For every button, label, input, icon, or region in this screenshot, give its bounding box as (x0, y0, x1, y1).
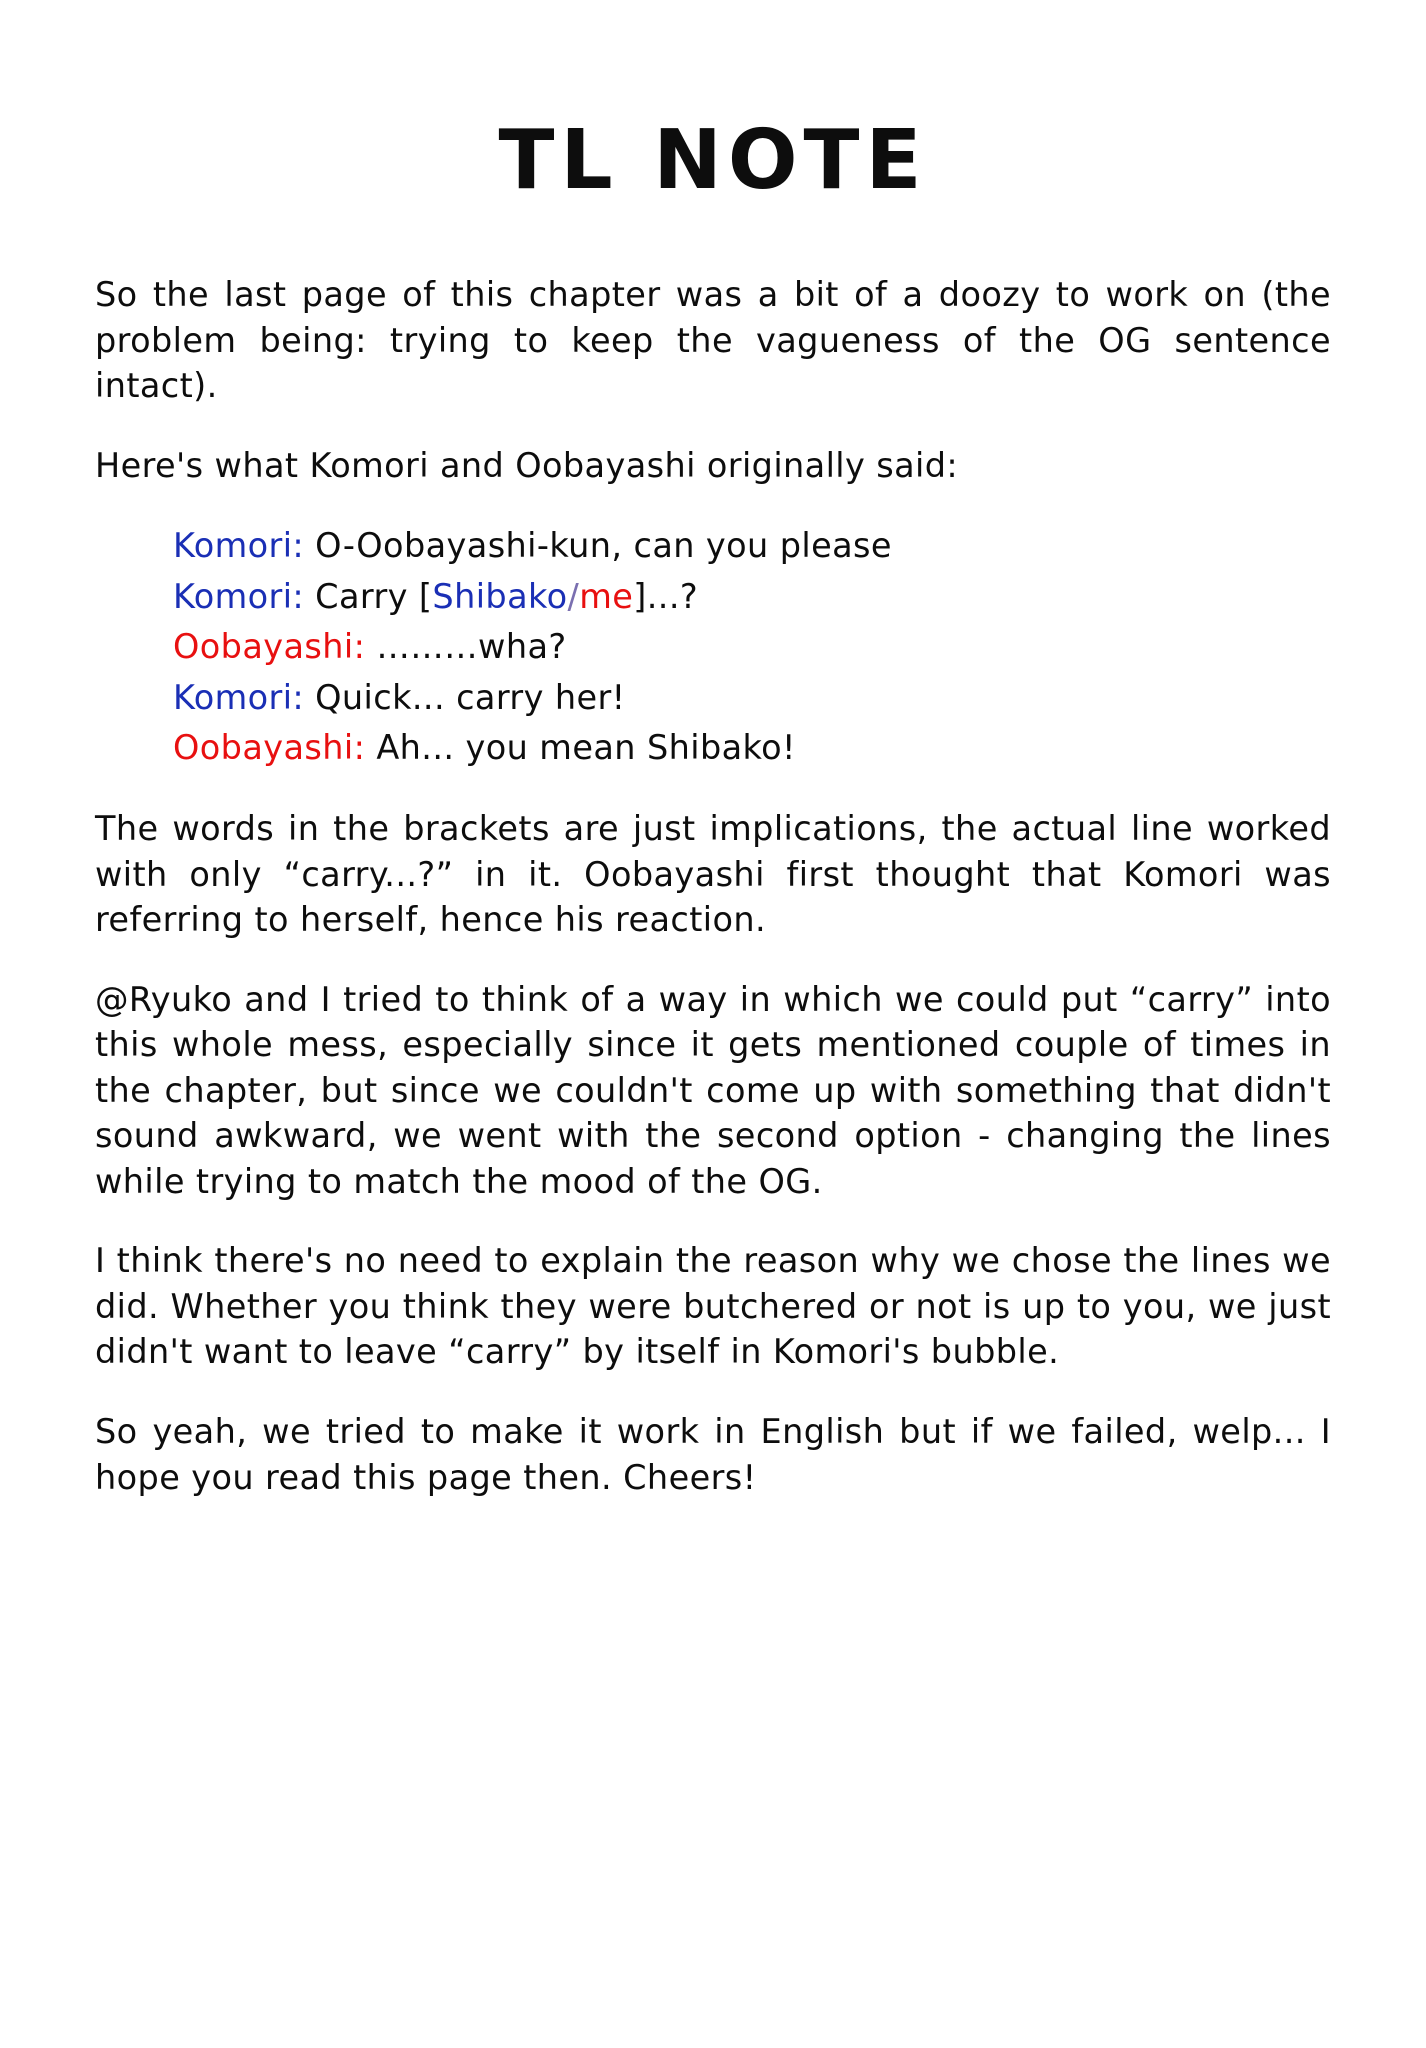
dialogue-line (173, 623, 1331, 671)
dialogue-text-after: ...? (646, 576, 699, 616)
paragraph-ryuko-process: @Ryuko and I tried to think of a way in which we could put “carry” into this whole mess, especially since it gets mentioned couple of times in the chapter, but since we couldn't come up with something that didn't sound awkward, we went with the second option - changing the lines while trying to match the mood of the OG. (95, 979, 1331, 1201)
dialogue-speaker: Oobayashi: (173, 728, 366, 768)
bracket-close: ] (633, 576, 647, 616)
paragraph-brackets-explanation: The words in the brackets are just implications, the actual line worked with only “carry...?” in it. Oobayashi first thought that Komori was referring to herself, hence his reaction. (95, 809, 1331, 940)
dialogue-text: Quick... carry her! (315, 677, 626, 717)
option-me: me (579, 576, 634, 616)
dialogue-speaker: Oobayashi: (173, 627, 366, 667)
paragraph-closing: So yeah, we tried to make it work in English but if we failed, welp... I hope you read this page then. Cheers! (95, 1412, 1331, 1497)
dialogue-text: ………wha? (376, 627, 567, 667)
dialogue-speaker: Komori: (173, 526, 305, 566)
dialogue-text-before: Carry (315, 576, 419, 616)
dialogue-text: O-Oobayashi-kun, can you please (315, 526, 892, 566)
paragraph-intro: So the last page of this chapter was a bit of a doozy to work on (the problem being: trying to keep the vagueness of the OG sentence intact). (95, 275, 1331, 406)
original-dialogue-block (173, 522, 1331, 772)
dialogue-line (173, 522, 1331, 570)
dialogue-line (173, 724, 1331, 772)
paragraph-reasoning: I think there's no need to explain the reason why we chose the lines we did. Whether you think they were butchered or not is up to you, we just didn't want to leave “carry” by itself in Komori's bubble. (95, 1241, 1331, 1372)
dialogue-text: Ah... you mean Shibako! (376, 728, 796, 768)
dialogue-speaker: Komori: (173, 677, 305, 717)
dialogue-speaker: Komori: (173, 576, 305, 616)
dialogue-line (173, 573, 1331, 621)
bracket-open: [ (418, 576, 433, 616)
dialogue-line (173, 674, 1331, 722)
page-title: TL NOTE (498, 113, 928, 208)
paragraph-original-lines-lead: Here's what Komori and Oobayashi originally said: (95, 445, 959, 485)
option-slash: / (567, 576, 580, 616)
option-shibako: Shibako (432, 576, 568, 616)
